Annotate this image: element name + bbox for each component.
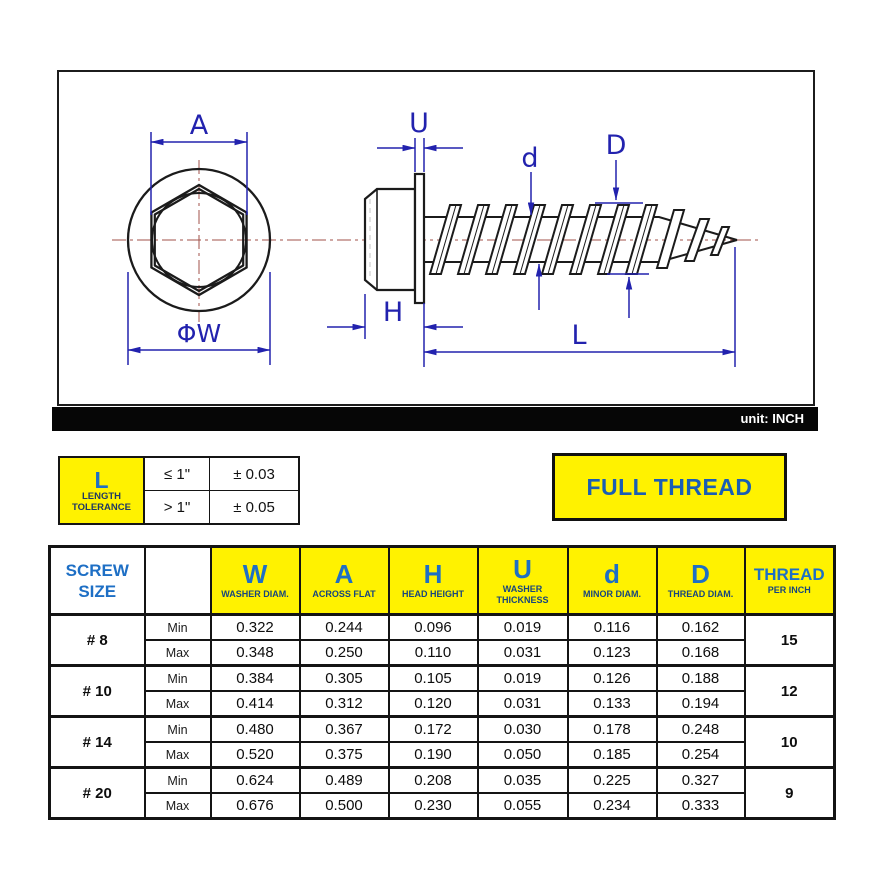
- column-sublabel: WASHER THICKNESS: [496, 584, 549, 605]
- column-symbol: U: [513, 554, 532, 584]
- spec-table-body: [50, 615, 835, 819]
- value-cell: 0.019: [478, 666, 568, 692]
- tolerance-symbol: L: [94, 466, 109, 493]
- value-cell: 0.225: [568, 768, 657, 794]
- spec-row-min: [50, 615, 835, 641]
- spec-row-min: [50, 717, 835, 743]
- value-cell: 0.500: [300, 793, 389, 819]
- size-cell: # 14: [50, 717, 145, 768]
- label-minor-diameter: d: [521, 143, 539, 174]
- column-header-d: [568, 547, 657, 615]
- column-sublabel: ACROSS FLAT: [312, 589, 376, 600]
- value-cell: 0.019: [478, 615, 568, 641]
- value-cell: 0.133: [568, 691, 657, 717]
- min-label-cell: Min: [145, 717, 211, 743]
- value-cell: 0.110: [389, 640, 478, 666]
- unit-label: unit: INCH: [740, 411, 804, 426]
- value-cell: 0.489: [300, 768, 389, 794]
- column-header-D: [657, 547, 745, 615]
- size-header-cell: [50, 547, 145, 615]
- column-header-A: [300, 547, 389, 615]
- min-label-cell: Min: [145, 768, 211, 794]
- tpi-cell: 12: [745, 666, 835, 717]
- label-thread-diameter: D: [605, 130, 627, 161]
- value-cell: 0.031: [478, 640, 568, 666]
- tpi-cell: 15: [745, 615, 835, 666]
- value-cell: 0.312: [300, 691, 389, 717]
- value-cell: 0.188: [657, 666, 745, 692]
- tolerance-title-line1: LENGTH: [81, 490, 122, 502]
- value-cell: 0.384: [211, 666, 300, 692]
- column-sublabel: HEAD HEIGHT: [401, 589, 464, 600]
- thread-header-line1: THREAD: [753, 565, 825, 585]
- spec-table: [48, 545, 836, 820]
- min-label-cell: Min: [145, 666, 211, 692]
- column-symbol: d: [604, 559, 620, 590]
- thread-crests: [430, 205, 729, 274]
- label-washer-diameter: ΦW: [176, 319, 222, 348]
- value-cell: 0.230: [389, 793, 478, 819]
- column-symbol: H: [423, 559, 443, 590]
- column-sublabel: MINOR DIAM.: [583, 589, 641, 600]
- spec-row-min: [50, 768, 835, 794]
- value-cell: 0.116: [568, 615, 657, 641]
- value-cell: 0.208: [389, 768, 478, 794]
- value-cell: 0.035: [478, 768, 568, 794]
- value-cell: 0.030: [478, 717, 568, 743]
- spec-table-container: [48, 545, 836, 820]
- unit-bar: [52, 407, 818, 431]
- label-across-flat: A: [189, 110, 209, 141]
- column-symbol: W: [242, 559, 268, 590]
- spec-row-min: [50, 666, 835, 692]
- label-length: L: [571, 320, 587, 351]
- value-cell: 0.194: [657, 691, 745, 717]
- thread-header-line2: PER INCH: [767, 585, 811, 596]
- screw-drawing: [59, 72, 813, 404]
- spec-table-head: [50, 547, 835, 615]
- value-cell: 0.367: [300, 717, 389, 743]
- value-cell: 0.185: [568, 742, 657, 768]
- value-cell: 0.327: [657, 768, 745, 794]
- column-sublabel: THREAD DIAM.: [667, 589, 734, 600]
- tpi-cell: 9: [745, 768, 835, 819]
- max-label-cell: Max: [145, 640, 211, 666]
- drawing-frame: [57, 70, 815, 406]
- value-cell: 0.190: [389, 742, 478, 768]
- label-washer-thickness: U: [409, 108, 429, 139]
- dim-washer-thickness: [377, 138, 463, 172]
- size-cell: # 10: [50, 666, 145, 717]
- spec-row-max: [50, 793, 835, 819]
- value-cell: 0.172: [389, 717, 478, 743]
- full-thread-label: FULL THREAD: [586, 473, 753, 500]
- value-cell: 0.333: [657, 793, 745, 819]
- value-cell: 0.322: [211, 615, 300, 641]
- column-sublabel: WASHER DIAM.: [221, 589, 289, 600]
- value-cell: 0.050: [478, 742, 568, 768]
- side-view: [365, 174, 737, 303]
- value-cell: 0.055: [478, 793, 568, 819]
- tolerance-condition: > 1": [145, 491, 209, 523]
- tolerance-value: ± 0.03: [210, 458, 298, 490]
- column-header-W: [211, 547, 300, 615]
- tolerance-value: ± 0.05: [210, 491, 298, 523]
- spec-row-max: [50, 640, 835, 666]
- label-head-height: H: [382, 297, 404, 328]
- tolerance-symbol-cell: [60, 458, 144, 523]
- column-symbol: A: [334, 559, 354, 590]
- column-symbol: D: [691, 559, 710, 590]
- value-cell: 0.096: [389, 615, 478, 641]
- spec-header-row: [50, 547, 835, 615]
- value-cell: 0.250: [300, 640, 389, 666]
- full-thread-banner: [552, 453, 787, 521]
- washer-flange: [415, 174, 424, 303]
- value-cell: 0.178: [568, 717, 657, 743]
- value-cell: 0.168: [657, 640, 745, 666]
- max-label-cell: Max: [145, 691, 211, 717]
- spec-row-max: [50, 742, 835, 768]
- minmax-header-cell: [145, 547, 211, 615]
- centerlines: [112, 160, 759, 322]
- value-cell: 0.031: [478, 691, 568, 717]
- value-cell: 0.375: [300, 742, 389, 768]
- size-cell: # 20: [50, 768, 145, 819]
- tolerance-condition: ≤ 1": [145, 458, 209, 490]
- value-cell: 0.248: [657, 717, 745, 743]
- size-header-line: SIZE: [78, 581, 117, 601]
- value-cell: 0.162: [657, 615, 745, 641]
- column-header-U: [478, 547, 568, 615]
- value-cell: 0.120: [389, 691, 478, 717]
- value-cell: 0.520: [211, 742, 300, 768]
- head-profile: [365, 189, 415, 290]
- thread-header-cell: [745, 547, 835, 615]
- value-cell: 0.624: [211, 768, 300, 794]
- tolerance-table: [58, 456, 300, 525]
- tpi-cell: 10: [745, 717, 835, 768]
- value-cell: 0.305: [300, 666, 389, 692]
- value-cell: 0.348: [211, 640, 300, 666]
- max-label-cell: Max: [145, 742, 211, 768]
- tolerance-title-line2: TOLERANCE: [72, 501, 131, 513]
- size-header-line: SCREW: [65, 560, 129, 580]
- value-cell: 0.254: [657, 742, 745, 768]
- column-header-H: [389, 547, 478, 615]
- value-cell: 0.480: [211, 717, 300, 743]
- value-cell: 0.414: [211, 691, 300, 717]
- value-cell: 0.234: [568, 793, 657, 819]
- value-cell: 0.244: [300, 615, 389, 641]
- size-cell: # 8: [50, 615, 145, 666]
- max-label-cell: Max: [145, 793, 211, 819]
- value-cell: 0.123: [568, 640, 657, 666]
- value-cell: 0.676: [211, 793, 300, 819]
- value-cell: 0.105: [389, 666, 478, 692]
- value-cell: 0.126: [568, 666, 657, 692]
- min-label-cell: Min: [145, 615, 211, 641]
- spec-row-max: [50, 691, 835, 717]
